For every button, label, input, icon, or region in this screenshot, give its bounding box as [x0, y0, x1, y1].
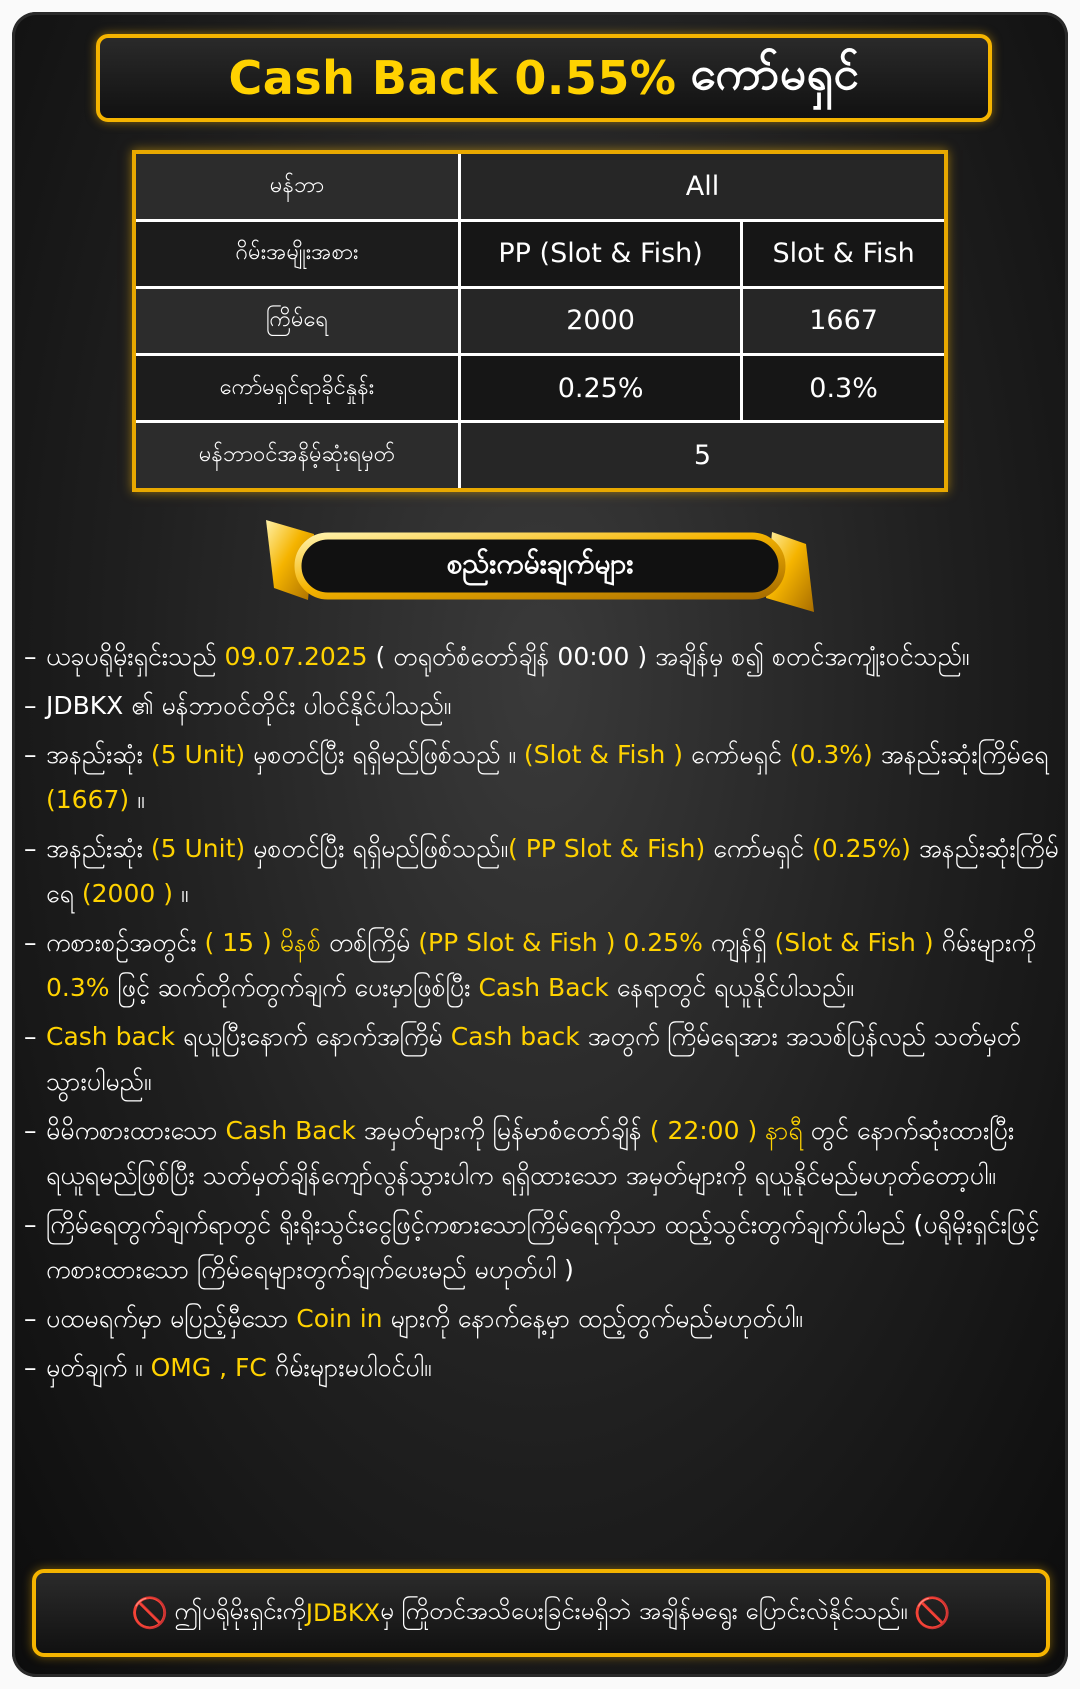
rule-highlight: 0.3% [46, 973, 110, 1002]
rule-highlight: (Slot & Fish ) [774, 928, 934, 957]
rule-text: အတွက် ကြိမ်ရေအား အသစ်ပြန်လည် သတ်မှတ်သွားပါမည်။ [46, 1022, 1022, 1096]
rule-text: ( တရုတ်စံတော်ချိန် 00:00 ) အချိန်မှ စ၍ စတင်အကျုံးဝင်သည်။ [367, 642, 970, 671]
table-row-label: မန်ဘာ [134, 152, 460, 220]
rule-text: ယခုပရိုမိုးရှင်းသည် [46, 642, 225, 671]
table-cell: PP (Slot & Fish) [460, 220, 742, 287]
rule-text: ကျန်ရှိ [702, 928, 775, 957]
rule-highlight: ( 22:00 ) နာရီ [649, 1116, 803, 1145]
table-row [134, 422, 946, 490]
rule-text: မှတ်ချက် ။ [46, 1353, 151, 1382]
rule-text: အနည်းဆုံးကြိမ်ရေ [46, 834, 1059, 908]
rule-highlight: Coin in [296, 1304, 383, 1333]
dash-bullet: – [24, 1116, 37, 1145]
notice-brand: JDBKX [305, 1599, 381, 1627]
promo-title [96, 34, 992, 122]
rule-text: အမှတ်များကို မြန်မာစံတော်ချိန် [355, 1116, 650, 1145]
rules-list [24, 634, 1060, 1394]
rule-text: အနည်းဆုံး [46, 834, 151, 863]
table-row-label: ဂိမ်းအမျိုးအစား [134, 220, 460, 287]
ribbon-label: စည်းကမ်းချက်များ [446, 547, 634, 580]
dash-bullet: – [24, 834, 37, 863]
rule-item [24, 1202, 1060, 1292]
rule-item [24, 826, 1060, 916]
dash-bullet: – [24, 1304, 37, 1333]
rules-ribbon [262, 516, 818, 616]
promo-title-highlight: Cash Back 0.55% [228, 51, 677, 105]
rule-text: ကော်မရှင် [705, 834, 812, 863]
table-cell: 0.25% [460, 355, 742, 422]
table-row-label: ကြိမ်ရေ [134, 287, 460, 354]
table-cell: 5 [460, 422, 947, 490]
table-row [134, 287, 946, 354]
rule-text: ရယူပြီးနောက် နောက်အကြိမ် [175, 1022, 451, 1051]
rule-text: နေရာတွင် ရယူနိုင်ပါသည်။ [608, 973, 854, 1002]
dash-bullet: – [24, 1210, 37, 1239]
rule-text: တွင် နောက်ဆုံးထားပြီး ရယူရမည်ဖြစ်ပြီး သတ်မှတ်ချိန်ကျော်လွန်သွားပါက ရရှိထားသော အမှတ်များကို ရယူနိုင်မည်မဟုတ်တော့ပါ။ [46, 1116, 1015, 1190]
rule-highlight: 09.07.2025 [224, 642, 368, 671]
rule-text: ဂိမ်းများကို [933, 928, 1036, 957]
table-row-label: မန်ဘာဝင်အနိမ့်ဆုံးရမှတ် [134, 422, 460, 490]
notice-prefix: ဤပရိုမိုးရှင်းကို [174, 1597, 306, 1625]
rule-text: တစ်ကြိမ် [321, 928, 419, 957]
rule-highlight: (PP Slot & Fish ) 0.25% [418, 928, 703, 957]
rule-item [24, 732, 1060, 822]
notice-banner [32, 1569, 1050, 1657]
rule-highlight: (0.25%) [811, 834, 911, 863]
rule-highlight: OMG , FC [150, 1353, 267, 1382]
rule-item [24, 1296, 1060, 1341]
rule-highlight: ( 15 ) မိနစ် [204, 928, 321, 957]
dash-bullet: – [24, 1353, 37, 1382]
rule-text: မှစတင်ပြီး ရရှိမည်ဖြစ်သည်။ [245, 834, 509, 863]
notice-suffix: မှ ကြိုတင်အသိပေးခြင်းမရှိဘဲ အချိန်မရွေး ပြောင်းလဲနိုင်သည်။ [380, 1597, 908, 1625]
rule-highlight: ( PP Slot & Fish) [508, 834, 706, 863]
rule-item [24, 920, 1060, 1010]
rule-text: JDBKX ၏ မန်ဘာဝင်တိုင်း ပါဝင်နိုင်ပါသည်။ [46, 691, 452, 720]
dash-bullet: – [24, 928, 37, 957]
rule-text: ဂိမ်းများမပါဝင်ပါ။ [266, 1353, 432, 1382]
rule-highlight: (2000 ) [81, 879, 173, 908]
rule-highlight: (5 Unit) [150, 740, 246, 769]
table-cell: 1667 [742, 287, 946, 354]
rule-item [24, 1345, 1060, 1390]
rule-text: ကစားစဥ်အတွင်း [46, 928, 205, 957]
rule-text: မှစတင်ပြီး ရရှိမည်ဖြစ်သည် ။ [245, 740, 524, 769]
rule-highlight: Cash back [450, 1022, 580, 1051]
rule-highlight: (1667) [46, 785, 130, 814]
rule-highlight: Cash Back [478, 973, 609, 1002]
table-row [134, 355, 946, 422]
rule-highlight: Cash Back [225, 1116, 356, 1145]
rule-highlight: (5 Unit) [150, 834, 246, 863]
rule-text: ကြိမ်ရေတွက်ချက်ရာတွင် ရိုးရိုးသွင်းငွေဖြင့်ကစားသောကြိမ်ရေကိုသာ ထည့်သွင်းတွက်ချက်ပါမည် (ပရိုမိုးရှင်းဖြင့်ကစားထားသော ကြိမ်ရေများတွက်ချက်ပေးမည် မဟုတ်ပါ ) [46, 1210, 1040, 1284]
rule-text: များကို နောက်နေ့မှာ ထည့်တွက်မည်မဟုတ်ပါ။ [382, 1304, 803, 1333]
table-row [134, 220, 946, 287]
rule-text: မိမိကစားထားသော [46, 1116, 226, 1145]
table-cell: 0.3% [742, 355, 946, 422]
rule-text: ကော်မရှင် [683, 740, 790, 769]
rule-highlight: (Slot & Fish ) [523, 740, 684, 769]
table-cell: 2000 [460, 287, 742, 354]
dash-bullet: – [24, 642, 37, 671]
no-entry-icon: 🚫 [913, 1595, 952, 1631]
rule-highlight: Cash back [46, 1022, 176, 1051]
rule-item [24, 1108, 1060, 1198]
rule-text: ။ [129, 785, 145, 814]
commission-table [132, 150, 948, 492]
rule-item [24, 634, 1060, 679]
table-row-label: ကော်မရှင်ရာခိုင်နှုန်း [134, 355, 460, 422]
dash-bullet: – [24, 691, 37, 720]
dash-bullet: – [24, 1022, 37, 1051]
rule-item [24, 683, 1060, 728]
promo-title-rest: ကော်မရှင် [690, 45, 860, 100]
rule-text: ။ [172, 879, 189, 908]
table-cell: Slot & Fish [742, 220, 946, 287]
rule-item [24, 1014, 1060, 1104]
table-cell: All [460, 152, 947, 220]
rule-highlight: (0.3%) [789, 740, 873, 769]
rule-text: အနည်းဆုံး [46, 740, 151, 769]
rule-text: အနည်းဆုံးကြိမ်ရေ [872, 740, 1049, 769]
rule-text: ပထမရက်မှာ မပြည့်မှီသော [46, 1304, 297, 1333]
no-entry-icon: 🚫 [130, 1595, 169, 1631]
dash-bullet: – [24, 740, 37, 769]
rule-text: ဖြင့် ဆက်တိုက်တွက်ချက် ပေးမှာဖြစ်ပြီး [109, 973, 479, 1002]
table-row [134, 152, 946, 220]
